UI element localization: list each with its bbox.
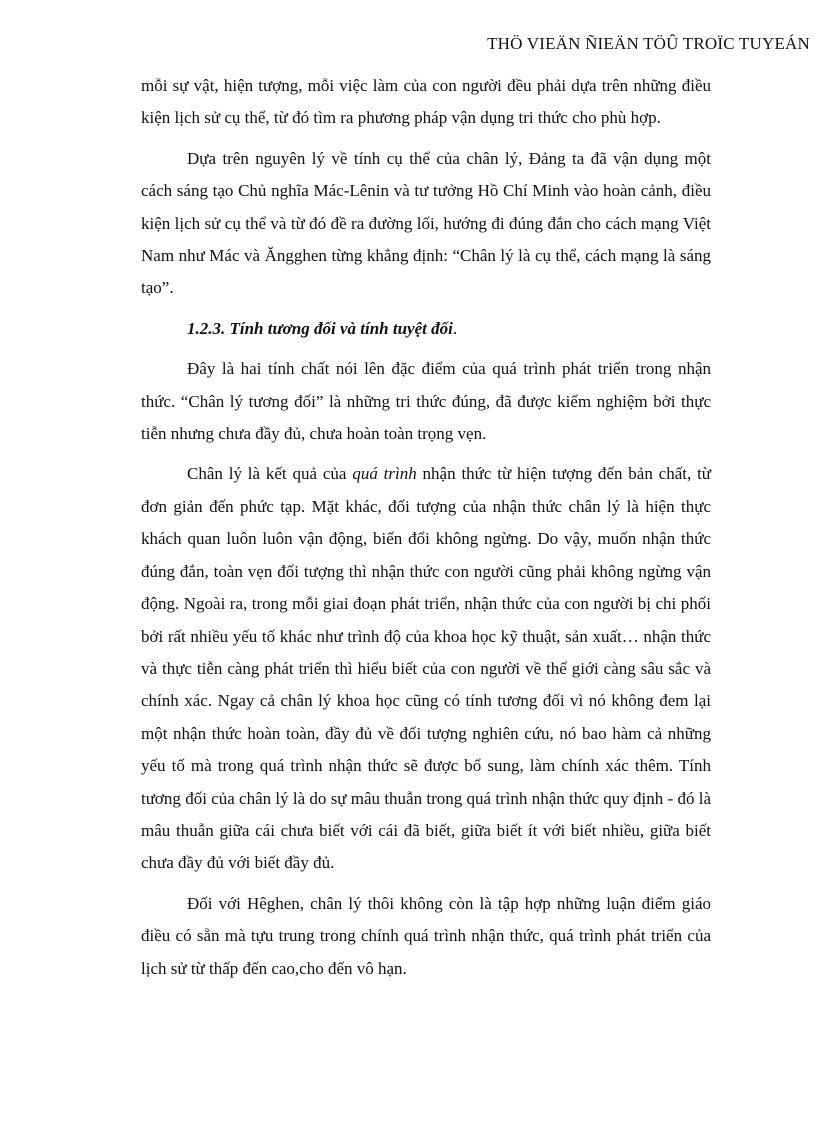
section-heading-period: . [452, 318, 458, 338]
paragraph-4 [141, 458, 711, 879]
document-body [141, 70, 711, 985]
paragraph-4-rest: nhận thức từ hiện tượng đến bản chất, từ đơn giản đến phức tạp. Mặt khác, đối tượng của nhận thức chân lý là hiện thực khách quan luôn luôn vận động, biến đổi không ngừng. Do vậy, muốn nhận thức đúng đắn, toàn vẹn đối tượng thì nhận thức con người cũng phải không ngừng vận động. Ngoài ra, trong mỗi giai đoạn phát triển, nhận thức của con người bị chi phối bởi rất nhiều yếu tố khác như trình độ của khoa học kỹ thuật, sản xuất… nhận thức và thực tiễn càng phát triển thì hiểu biết của con người về thế giới càng sâu sắc và chính xác. Ngay cả chân lý khoa học cũng có tính tương đối vì nó không đem lại một nhận thức hoàn toàn, đầy đủ về đối tượng nghiên cứu, nó bao hàm cả những yếu tố mà trong quá trình nhận thức sẽ được bổ sung, làm chính xác thêm. Tính tương đối của chân lý là do sự mâu thuẫn trong quá trình nhận thức quy định - đó là mâu thuẫn giữa cái chưa biết với cái đã biết, giữa biết ít với biết nhiều, giữa biết chưa đầy đủ với biết đầy đủ. [141, 464, 712, 873]
section-heading-text: 1.2.3. Tính tương đối và tính tuyệt đối [187, 318, 453, 338]
page-header: THÖ VIEÄN ÑIEÄN TÖÛ TROÏC TUYEÁN [487, 34, 810, 53]
paragraph-4-emphasis: quá trình [352, 464, 417, 484]
paragraph-5: Đối với Hêghen, chân lý thôi không còn là tập hợp những luận điểm giáo điều có sẵn mà tựu trung trong chính quá trình nhận thức, quá trình phát triển của lịch sử từ thấp đến cao,cho đến vô hạn. [141, 893, 711, 978]
paragraph-1: mỗi sự vật, hiện tượng, mỗi việc làm của con người đều phải dựa trên những điều kiện lịch sử cụ thể, từ đó tìm ra phương pháp vận dụng tri thức cho phù hợp. [141, 76, 711, 128]
paragraph-3: Đây là hai tính chất nói lên đặc điểm của quá trình phát triển trong nhận thức. “Chân lý tương đối” là những tri thức đúng, đã được kiểm nghiệm bởi thực tiễn nhưng chưa đầy đủ, chưa hoàn toàn trọng vẹn. [141, 359, 711, 444]
section-heading [141, 313, 711, 345]
paragraph-4-start: Chân lý là kết quả của [187, 464, 353, 484]
paragraph-2: Dựa trên nguyên lý về tính cụ thể của chân lý, Đảng ta đã vận dụng một cách sáng tạo Chủ nghĩa Mác-Lênin và tư tưởng Hồ Chí Minh vào hoàn cảnh, điều kiện lịch sử cụ thể và từ đó đề ra đường lối, hướng đi đúng đắn cho cách mạng Việt Nam như Mác và Ăngghen từng khẳng định: “Chân lý là cụ thể, cách mạng là sáng tạo”. [141, 148, 711, 298]
